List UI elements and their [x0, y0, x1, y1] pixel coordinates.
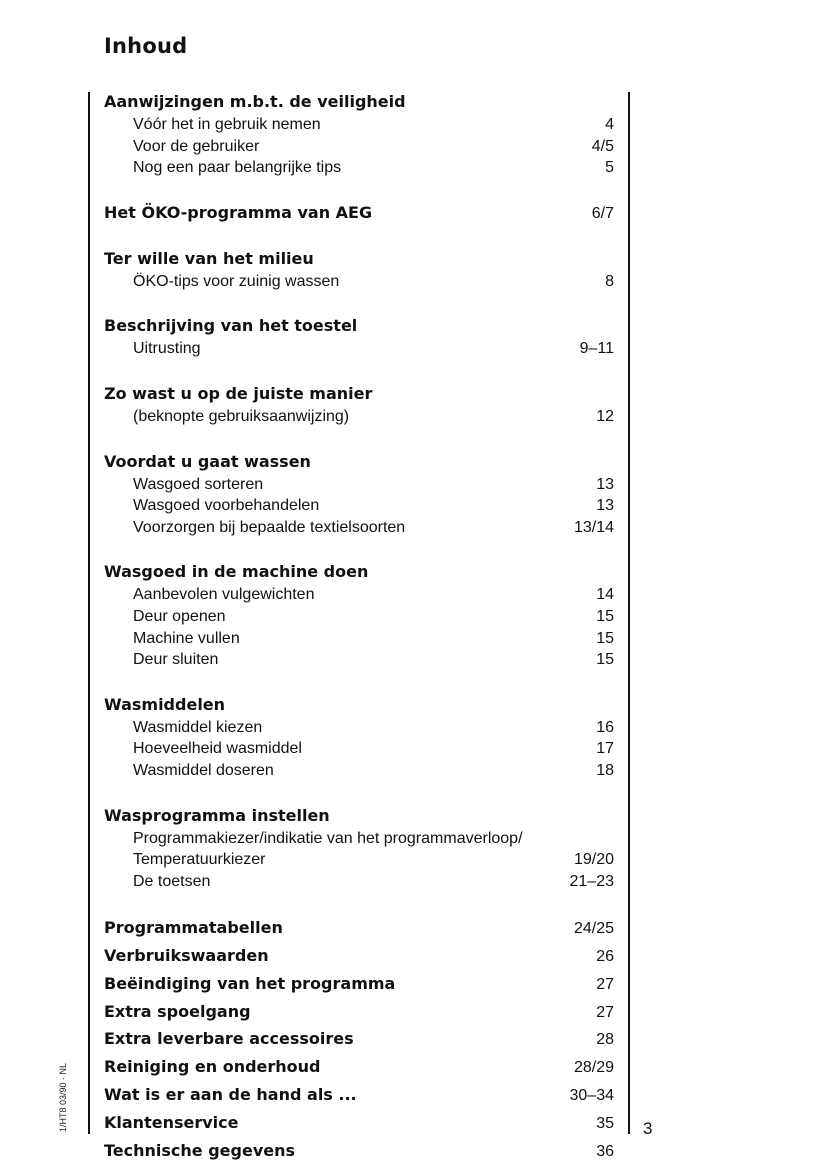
toc-entry-label: (beknopte gebruiksaanwijzing) — [133, 407, 350, 425]
toc-page-number: 24/25 — [573, 920, 614, 938]
toc-entry — [104, 474, 614, 496]
toc-page-number: 21–23 — [569, 872, 614, 890]
toc-page-number: 4 — [605, 116, 614, 133]
toc-entry-label: Voorzorgen bij bepaalde textielsoorten — [133, 518, 406, 536]
toc-entry-label: Voor de gebruiker — [133, 137, 260, 155]
toc-entry — [104, 760, 614, 782]
toc-page-number: 5 — [605, 159, 614, 177]
toc-page-number: 13/14 — [573, 518, 614, 536]
toc-section-heading — [104, 201, 614, 225]
toc-page-number: 12 — [596, 407, 614, 425]
toc-heading-label: Wasmiddelen — [104, 694, 226, 714]
toc-heading-label: Extra leverbare accessoires — [104, 1029, 354, 1049]
toc-section-heading — [104, 90, 614, 114]
toc-entry — [104, 649, 614, 671]
toc-entry-label: Uitrusting — [133, 340, 201, 358]
toc-heading-label: Zo wast u op de juiste manier — [104, 383, 373, 403]
toc-heading-label: Wasgoed in de machine doen — [104, 562, 369, 582]
toc-entry-label: Aanbevolen vulgewichten — [133, 586, 315, 604]
toc-entry — [104, 584, 614, 606]
toc-heading-label: Beschrijving van het toestel — [104, 316, 358, 336]
toc-section-heading — [104, 382, 614, 406]
toc-entry-label: Temperatuurkiezer — [133, 851, 266, 869]
toc-entry-label: Hoeveelheid wasmiddel — [133, 740, 302, 758]
toc-page-number: 27 — [596, 975, 614, 993]
toc-single-entry — [104, 1025, 614, 1053]
toc-heading-label: Aanwijzingen m.b.t. de veiligheid — [104, 92, 406, 111]
page-title: Inhoud — [104, 34, 188, 58]
left-margin-rule — [88, 92, 90, 1134]
toc-single-entry — [104, 1137, 614, 1165]
page-number: 3 — [643, 1119, 653, 1138]
toc-page-number: 28/29 — [573, 1059, 614, 1077]
toc-heading-label: Technische gegevens — [104, 1140, 296, 1160]
toc-section-heading — [104, 314, 614, 338]
toc-page-number: 9–11 — [579, 340, 614, 358]
toc-section-heading — [104, 804, 614, 828]
toc-entry — [104, 114, 614, 136]
toc-page-number: 19/20 — [573, 851, 614, 869]
toc-single-entry — [104, 998, 614, 1026]
toc-page-number: 13 — [596, 497, 614, 515]
toc-heading-label: Extra spoelgang — [104, 1001, 251, 1021]
toc-heading-label: Wat is er aan de hand als ... — [104, 1085, 357, 1105]
toc-entry-label: Wasmiddel kiezen — [133, 718, 263, 736]
toc-entry — [104, 406, 614, 428]
toc-entry-label: Programmakiezer/indikatie van het programmaverloop/ — [133, 829, 523, 847]
toc-page-number: 15 — [596, 629, 614, 647]
toc-page-number: 36 — [596, 1142, 614, 1160]
toc-single-entry — [104, 1081, 614, 1109]
toc-entry-label: De toetsen — [133, 872, 211, 890]
toc-page-number: 35 — [596, 1114, 614, 1132]
toc-entry — [104, 338, 614, 360]
toc-heading-label: Het ÖKO-programma van AEG — [104, 202, 373, 222]
toc-heading-label: Programmatabellen — [104, 918, 283, 938]
toc-entry-label: Nog een paar belangrijke tips — [133, 159, 342, 177]
toc-page-number: 17 — [596, 740, 614, 758]
toc-page-number: 30–34 — [569, 1087, 614, 1105]
toc-entry — [104, 738, 614, 760]
toc-entry-label: Deur sluiten — [133, 651, 219, 669]
toc-entry-label: Machine vullen — [133, 629, 240, 647]
toc-page-number: 15 — [596, 607, 614, 625]
toc-section-heading — [104, 560, 614, 584]
toc-page-number: 16 — [596, 718, 614, 736]
toc-heading-label: Klantenservice — [104, 1112, 239, 1132]
toc-page-number: 13 — [596, 475, 614, 493]
toc-entry — [104, 271, 614, 293]
toc-single-entry — [104, 970, 614, 998]
toc-page-number: 14 — [596, 586, 614, 604]
toc-page-number: 27 — [596, 1003, 614, 1021]
toc-entry — [104, 136, 614, 158]
toc-heading-label: Wasprogramma instellen — [104, 805, 330, 825]
toc-entry-label: Wasgoed sorteren — [133, 475, 264, 493]
toc-entry — [104, 717, 614, 739]
toc-entry-label: Wasgoed voorbehandelen — [133, 497, 320, 515]
toc-single-entry — [104, 1109, 614, 1137]
toc-entry-label: Vóór het in gebruik nemen — [133, 116, 321, 133]
toc-heading-label: Verbruikswaarden — [104, 946, 269, 966]
toc-entry — [104, 628, 614, 650]
toc-page-number: 28 — [596, 1031, 614, 1049]
toc-heading-label: Reiniging en onderhoud — [104, 1057, 321, 1077]
toc-page-number: 6/7 — [591, 204, 614, 222]
toc-heading-label: Beëindiging van het programma — [104, 973, 396, 993]
toc-single-entry — [104, 1053, 614, 1081]
toc-section-heading — [104, 247, 614, 271]
toc-entry — [104, 517, 614, 539]
toc-single-entry — [104, 914, 614, 942]
toc-page-number: 8 — [605, 272, 614, 290]
toc-entry — [104, 871, 614, 893]
toc-entry — [104, 495, 614, 517]
toc-section-heading — [104, 450, 614, 474]
toc-section-heading — [104, 693, 614, 717]
toc-page-number: 15 — [596, 651, 614, 669]
toc-entry-label: ÖKO-tips voor zuinig wassen — [133, 272, 340, 290]
toc-page-number: 4/5 — [591, 137, 614, 155]
toc-heading-label: Ter wille van het milieu — [104, 248, 314, 268]
toc-page-number: 26 — [596, 948, 614, 966]
toc-entry — [104, 828, 614, 850]
table-of-contents — [104, 90, 614, 1164]
document-code: 1/HT8 03/90 · NL — [58, 1062, 68, 1132]
toc-page-number: 18 — [596, 761, 614, 779]
toc-entry — [104, 849, 614, 871]
toc-entry — [104, 157, 614, 179]
toc-single-entry — [104, 942, 614, 970]
toc-entry-label: Wasmiddel doseren — [133, 761, 274, 779]
right-margin-rule — [628, 92, 630, 1134]
toc-heading-label: Voordat u gaat wassen — [104, 451, 311, 471]
toc-entry — [104, 606, 614, 628]
toc-entry-label: Deur openen — [133, 607, 226, 625]
